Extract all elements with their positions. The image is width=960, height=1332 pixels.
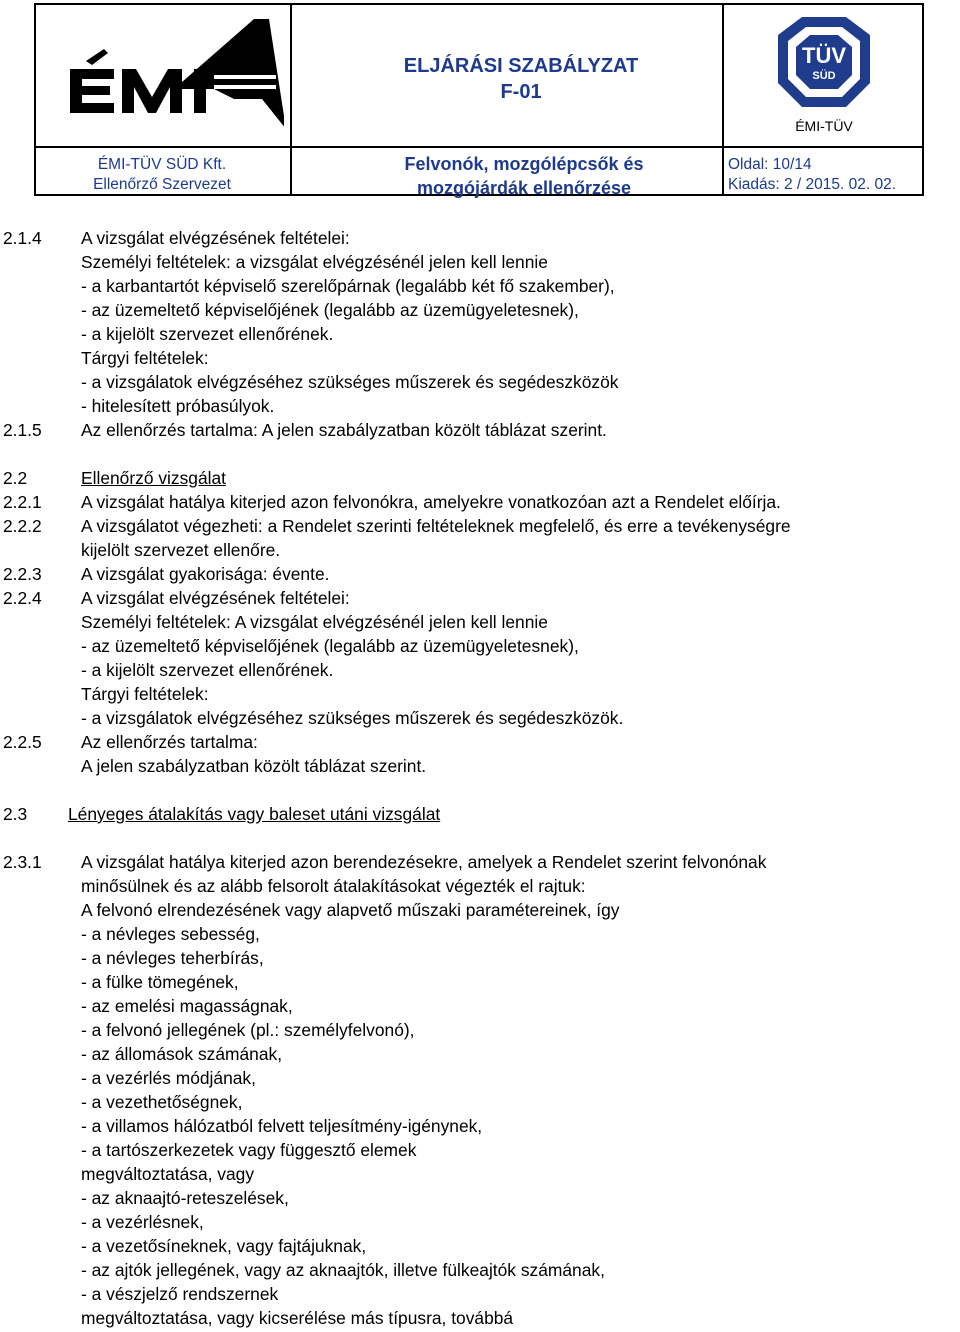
- organization-unit: Ellenőrző Szervezet: [93, 176, 231, 193]
- section-number: 2.1.5: [3, 420, 42, 440]
- line-text: A vizsgálat gyakorisága: évente.: [81, 564, 330, 584]
- line-text: - a tartószerkezetek vagy függesztő elemek: [81, 1140, 417, 1160]
- document-header: [34, 3, 924, 196]
- list-item: [0, 1090, 960, 1114]
- text-line: [0, 274, 960, 298]
- line-text: - a vizsgálatok elvégzéséhez szükséges műszerek és segédeszközök: [81, 372, 619, 392]
- text-line: [0, 586, 960, 610]
- section-title: Ellenőrző vizsgálat: [81, 468, 226, 488]
- line-text: Tárgyi feltételek:: [81, 348, 209, 368]
- document-title-block: [328, 152, 720, 200]
- line-text: minősülnek és az alább felsorolt átalakításokat végezték el rajtuk:: [81, 876, 586, 896]
- section-number: 2.2.2: [3, 516, 42, 536]
- text-line: [0, 634, 960, 658]
- procedure-code: F-01: [500, 81, 542, 103]
- list-item: [0, 1234, 960, 1258]
- page-info-block: [728, 155, 924, 195]
- tuv-octagon-icon: [744, 13, 904, 118]
- section-title: Lényeges átalakítás vagy baleset utáni vizsgálat: [68, 804, 441, 824]
- section-number: 2.2.4: [3, 588, 42, 608]
- line-text: - a karbantartót képviselő szerelőpárnak (legalább két fő szakember),: [81, 276, 615, 296]
- text-line: [0, 562, 960, 586]
- text-line: [0, 514, 960, 538]
- section-heading: [0, 466, 960, 490]
- page-number: Oldal: 10/14: [728, 156, 812, 173]
- tuv-logo-sub-text: SÜD: [812, 70, 836, 82]
- header-divider: [36, 146, 922, 148]
- line-text: Tárgyi feltételek:: [81, 684, 209, 704]
- text-line: [0, 730, 960, 754]
- line-text: A jelen szabályzatban közölt táblázat szerint.: [81, 756, 427, 776]
- line-text: A felvonó elrendezésének vagy alapvető műszaki paramétereinek, így: [81, 900, 620, 920]
- text-line: [0, 610, 960, 634]
- line-text: - az aknaajtó-reteszelések,: [81, 1188, 289, 1208]
- line-text: - az állomások számának,: [81, 1044, 283, 1064]
- line-text: - a vezérlés módjának,: [81, 1068, 256, 1088]
- line-text: Az ellenőrzés tartalma: A jelen szabályzatban közölt táblázat szerint.: [81, 420, 607, 440]
- emi-logo: [64, 19, 284, 137]
- text-line: [0, 370, 960, 394]
- text-line: [0, 250, 960, 274]
- list-item: [0, 946, 960, 970]
- list-item: [0, 1018, 960, 1042]
- line-text: - a névleges sebesség,: [81, 924, 260, 944]
- section-number: 2.2.1: [3, 492, 42, 512]
- list-item: [0, 1042, 960, 1066]
- text-line: [0, 298, 960, 322]
- line-text: megváltoztatása, vagy: [81, 1164, 255, 1184]
- header-divider: [290, 5, 292, 194]
- issue-date: Kiadás: 2 / 2015. 02. 02.: [728, 176, 897, 193]
- line-text: - az üzemeltető képviselőjének (legalább az üzemügyeletesnek),: [81, 300, 579, 320]
- list-item: [0, 1282, 960, 1306]
- text-line: [0, 394, 960, 418]
- line-text: - a felvonó jellegének (pl.: személyfelvonó),: [81, 1020, 415, 1040]
- tuv-logo-main-text: TÜV: [802, 43, 846, 68]
- line-text: - a vészjelző rendszernek: [81, 1284, 279, 1304]
- text-line: [0, 322, 960, 346]
- list-item: [0, 1258, 960, 1282]
- line-text: kijelölt szervezet ellenőre.: [81, 540, 281, 560]
- text-line: [0, 850, 960, 874]
- line-text: - a vizsgálatok elvégzéséhez szükséges műszerek és segédeszközök.: [81, 708, 624, 728]
- text-line: [0, 1306, 960, 1330]
- line-text: A vizsgálatot végezheti: a Rendelet szerinti feltételeknek megfelelő, és erre a tevékenységre: [81, 516, 791, 536]
- line-text: - hitelesített próbasúlyok.: [81, 396, 275, 416]
- text-line: [0, 898, 960, 922]
- text-line: [0, 226, 960, 250]
- section-number: 2.2.3: [3, 564, 42, 584]
- text-line: [0, 706, 960, 730]
- list-item: [0, 1114, 960, 1138]
- section-number: 2.2.5: [3, 732, 42, 752]
- text-line: [0, 346, 960, 370]
- text-line: [0, 538, 960, 562]
- section-number: 2.3: [3, 804, 28, 824]
- text-line: [0, 1162, 960, 1186]
- section-number: 2.3.1: [3, 852, 42, 872]
- line-text: - az emelési magasságnak,: [81, 996, 293, 1016]
- line-text: A vizsgálat elvégzésének feltételei:: [81, 228, 350, 248]
- line-text: - a vezethetőségnek,: [81, 1092, 243, 1112]
- header-divider: [722, 5, 724, 194]
- line-text: A vizsgálat hatálya kiterjed azon berendezésekre, amelyek a Rendelet szerint felvonónak: [81, 852, 767, 872]
- organization-name: ÉMI-TÜV SÜD Kft.: [97, 156, 227, 173]
- line-text: - a villamos hálózatból felvett teljesítmény-igénynek,: [81, 1116, 483, 1136]
- text-line: [0, 874, 960, 898]
- list-item: [0, 1186, 960, 1210]
- list-item: [0, 994, 960, 1018]
- line-text: - a vezérlésnek,: [81, 1212, 204, 1232]
- text-line: [0, 754, 960, 778]
- section-number: 2.2: [3, 468, 28, 488]
- line-text: A vizsgálat hatálya kiterjed azon felvonókra, amelyekre vonatkozóan azt a Rendelet előírja.: [81, 492, 781, 512]
- tuv-caption: ÉMI-TÜV: [795, 118, 853, 134]
- procedure-title: ELJÁRÁSI SZABÁLYZAT: [403, 55, 639, 77]
- line-text: megváltoztatása, vagy kicserélése más típusra, továbbá: [81, 1308, 514, 1328]
- line-text: - a kijelölt szervezet ellenőrének.: [81, 660, 334, 680]
- line-text: - az ajtók jellegének, vagy az aknaajtók, illetve fülkeajtók számának,: [81, 1260, 605, 1280]
- list-item: [0, 1138, 960, 1162]
- line-text: - a névleges teherbírás,: [81, 948, 264, 968]
- list-item: [0, 1066, 960, 1090]
- section-number: 2.1.4: [3, 228, 42, 248]
- line-text: Személyi feltételek: A vizsgálat elvégzésénél jelen kell lennie: [81, 612, 548, 632]
- text-line: [0, 418, 960, 442]
- text-line: [0, 682, 960, 706]
- list-item: [0, 1210, 960, 1234]
- document-title-line: Felvonók, mozgólépcsők és: [404, 154, 644, 174]
- line-text: - a fülke tömegének,: [81, 972, 239, 992]
- line-text: Személyi feltételek: a vizsgálat elvégzésénél jelen kell lennie: [81, 252, 548, 272]
- line-text: A vizsgálat elvégzésének feltételei:: [81, 588, 350, 608]
- text-line: [0, 658, 960, 682]
- list-item: [0, 922, 960, 946]
- line-text: - a vezetősíneknek, vagy fajtájuknak,: [81, 1236, 367, 1256]
- line-text: Az ellenőrzés tartalma:: [81, 732, 258, 752]
- section-heading: [0, 802, 960, 826]
- tuv-logo: [744, 13, 904, 143]
- document-title-line: mozgójárdák ellenőrzése: [416, 178, 632, 198]
- text-line: [0, 490, 960, 514]
- organization-block: [36, 155, 288, 195]
- line-text: - az üzemeltető képviselőjének (legalább az üzemügyeletesnek),: [81, 636, 579, 656]
- line-text: - a kijelölt szervezet ellenőrének.: [81, 324, 334, 344]
- list-item: [0, 970, 960, 994]
